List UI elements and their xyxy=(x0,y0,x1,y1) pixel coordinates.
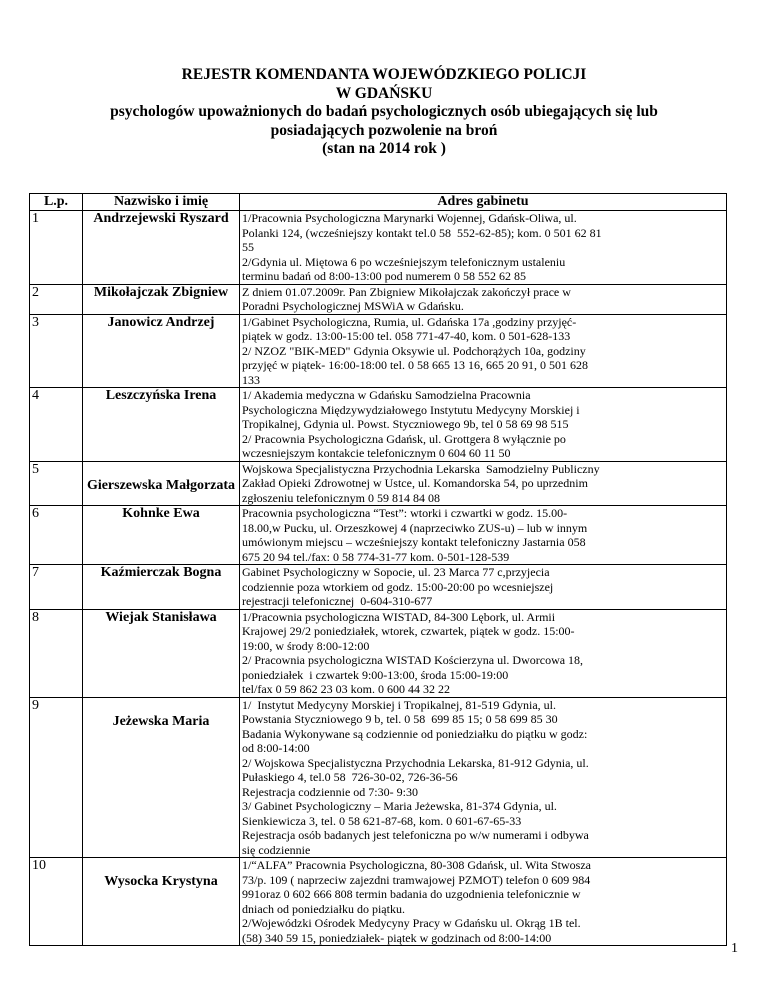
row-address xyxy=(240,565,727,610)
row-lp: 4 xyxy=(30,388,83,462)
title-line-4: posiadających pozwolenie na broń xyxy=(270,121,498,139)
row-lp: 9 xyxy=(30,697,83,858)
row-lp: 3 xyxy=(30,314,83,388)
header-name: Nazwisko i imię xyxy=(83,194,240,211)
row-address xyxy=(240,314,727,388)
address-line: 2/ NZOZ "BIK-MED" Gdynia Oksywie ul. Podchorążych 10a, godziny xyxy=(242,343,586,358)
address-line: 1/“ALFA” Pracownia Psychologiczna, 80-308 Gdańsk, ul. Wita Stwosza xyxy=(242,858,592,872)
address-line: piątek w godz. 13:00-15:00 tel. 058 771-47-40, kom. 0 501-628-133 xyxy=(242,329,571,343)
table-header-row xyxy=(30,194,727,211)
address-line: Krajowej 29/2 poniedziałek, wtorek, czwartek, piątek w godz. 15:00- xyxy=(242,624,575,638)
row-address xyxy=(240,697,727,858)
row-lp: 7 xyxy=(30,565,83,610)
row-name-text: Gierszewska Małgorzata xyxy=(86,477,236,493)
row-address xyxy=(240,388,727,462)
address-line: 2/ Pracownia psychologiczna WISTAD Kościerzyna ul. Dworcowa 18, xyxy=(242,653,584,667)
address-line: Rejestracja codziennie od 7:30- 9:30 xyxy=(242,784,418,799)
header-lp: L.p. xyxy=(30,194,83,211)
table-row xyxy=(30,388,727,462)
table-row xyxy=(30,211,727,285)
row-address xyxy=(240,858,727,946)
row-name-text: Wiejak Stanisława xyxy=(105,609,217,625)
address-line: 133 xyxy=(242,372,260,387)
address-line: Polanki 124, (wcześniejszy kontakt tel.0 58 552-62-85); kom. 0 501 62 81 xyxy=(242,225,602,240)
table-row xyxy=(30,506,727,565)
row-name xyxy=(83,461,240,506)
row-address xyxy=(240,461,727,506)
address-line: Powstania Styczniowego 9 b, tel. 0 58 699 85 15; 0 58 699 85 30 xyxy=(242,712,558,726)
row-name xyxy=(83,506,240,565)
table-body xyxy=(30,211,727,946)
address-line: 19:00, w środy 8:00-12:00 xyxy=(242,638,370,653)
row-lp: 5 xyxy=(30,461,83,506)
row-name xyxy=(83,211,240,285)
row-lp: 1 xyxy=(30,211,83,285)
row-name-text: Leszczyńska Irena xyxy=(105,388,217,403)
address-line: Psychologiczna Międzywydziałowego Instytutu Medycyny Morskiej i xyxy=(242,402,580,417)
address-line: się codziennie xyxy=(242,842,311,857)
title-line-5: (stan na 2014 rok ) xyxy=(322,140,446,157)
title-line-1: REJESTR KOMENDANTA WOJEWÓDZKIEGO POLICJI xyxy=(181,66,587,83)
address-line: 73/p. 109 ( naprzeciw zajezdni tramwajowej PZMOT) telefon 0 609 984 xyxy=(242,872,591,887)
address-line: 1/ Akademia medyczna w Gdańsku Samodzielna Pracownia xyxy=(242,388,531,402)
address-line: 991oraz 0 602 666 808 termin badania do uzgodnienia telefonicznie w xyxy=(242,887,581,901)
address-line: wczesniejszym kontakcie telefonicznym 0 604 60 11 50 xyxy=(242,446,511,460)
address-line: 55 xyxy=(242,240,254,254)
address-line: Tropikalnej, Gdynia ul. Powst. Styczniowego 9b, tel 0 58 69 98 515 xyxy=(242,417,569,431)
address-line: (58) 340 59 15, poniedziałek- piątek w godzinach od 8:00-14:00 xyxy=(242,930,552,945)
row-address xyxy=(240,284,727,314)
address-line: 3/ Gabinet Psychologiczny – Maria Jeżewska, 81-374 Gdynia, ul. xyxy=(242,799,557,813)
address-line: terminu badań od 8:00-13:00 pod numerem 0 58 552 62 85 xyxy=(242,269,526,283)
row-name xyxy=(83,565,240,610)
address-line: Rejestracja osób badanych jest telefoniczna po w/w numerami i odbywa xyxy=(242,828,589,842)
address-line: 18.00,w Pucku, ul. Orzeszkowej 4 (naprzeciwko ZUS-u) – lub w innym xyxy=(242,520,588,535)
row-name-text: Janowicz Andrzej xyxy=(107,314,215,330)
address-line: 2/Wojewódzki Ośrodek Medycyny Pracy w Gdańsku ul. Okrąg 1B tel. xyxy=(242,916,581,930)
address-line: Wojskowa Specjalistyczna Przychodnia Lekarska Samodzielny Publiczny xyxy=(242,461,600,476)
table-row xyxy=(30,697,727,858)
row-name xyxy=(83,858,240,946)
table-row xyxy=(30,314,727,388)
row-lp: 6 xyxy=(30,506,83,565)
title-line-2: W GDAŃSKU xyxy=(335,84,433,102)
title-line-3: psychologów upoważnionych do badań psychologicznych osób ubiegających się lub xyxy=(110,103,658,120)
address-line: przyjęć w piątek- 16:00-18:00 tel. 0 58 665 13 16, 665 20 91, 0 501 628 xyxy=(242,358,588,372)
row-name-text: Mikołajczak Zbigniew xyxy=(93,284,229,300)
row-name-text: Wysocka Krystyna xyxy=(104,874,218,889)
address-line: rejestracji telefonicznej 0-604-310-677 xyxy=(242,594,433,608)
page-number: 1 xyxy=(731,941,738,956)
address-line: 2/ Wojskowa Specjalistyczna Przychodnia Lekarska, 81-912 Gdynia, ul. xyxy=(242,755,589,770)
address-line: Z dniem 01.07.2009r. Pan Zbigniew Mikołajczak zakończył prace w xyxy=(242,284,571,299)
address-line: 1/ Instytut Medycyny Morskiej i Tropikalnej, 81-519 Gdynia, ul. xyxy=(242,697,556,712)
row-name xyxy=(83,697,240,858)
table-row xyxy=(30,284,727,314)
row-name-text: Kaźmierczak Bogna xyxy=(100,565,222,580)
row-name-text: Andrzejewski Ryszard xyxy=(93,211,229,226)
address-line: Sienkiewicza 3, tel. 0 58 621-87-68, kom. 0 601-67-65-33 xyxy=(242,813,522,828)
address-line: 1/Gabinet Psychologiczna, Rumia, ul. Gdańska 17a ,godziny przyjęć- xyxy=(242,314,577,329)
row-name xyxy=(83,314,240,388)
address-line: 2/ Pracownia Psychologiczna Gdańsk, ul. Grottgera 8 wyłącznie po xyxy=(242,431,566,446)
address-line: poniedziałek i czwartek 9:00-13:00, środa 15:00-19:00 xyxy=(242,667,509,682)
row-name-text: Jeżewska Maria xyxy=(112,713,210,729)
row-lp: 8 xyxy=(30,609,83,697)
row-name-text: Kohnke Ewa xyxy=(122,506,200,521)
address-line: codziennie poza wtorkiem od godz. 15:00-20:00 po wcesniejszej xyxy=(242,579,554,594)
address-line: od 8:00-14:00 xyxy=(242,741,310,755)
address-line: Pracownia psychologiczna “Test”: wtorki i czwartki w godz. 15.00- xyxy=(242,506,568,520)
table-row xyxy=(30,461,727,506)
row-address xyxy=(240,506,727,565)
address-line: dniach od poniedziałku do piątku. xyxy=(242,901,405,916)
document-title xyxy=(0,66,768,159)
register-table xyxy=(29,193,727,946)
address-line: tel/fax 0 59 862 23 03 kom. 0 600 44 32 22 xyxy=(242,682,450,696)
row-name xyxy=(83,284,240,314)
table-row xyxy=(30,565,727,610)
row-name xyxy=(83,388,240,462)
address-line: 1/Pracownia Psychologiczna Marynarki Wojennej, Gdańsk-Oliwa, ul. xyxy=(242,211,577,225)
address-line: 675 20 94 tel./fax: 0 58 774-31-77 kom. 0-501-128-539 xyxy=(242,549,510,564)
table-row xyxy=(30,858,727,946)
address-line: 2/Gdynia ul. Miętowa 6 po wcześniejszym telefonicznym ustaleniu xyxy=(242,254,566,269)
address-line: umówionym miejscu – wcześniejszy kontakt telefoniczny Jastarnia 058 xyxy=(242,535,586,549)
address-line: Pułaskiego 4, tel.0 58 726-30-02, 726-36-56 xyxy=(242,770,458,784)
row-address xyxy=(240,211,727,285)
row-address xyxy=(240,609,727,697)
address-line: Badania Wykonywane są codziennie od poniedziałku do piątku w godz: xyxy=(242,726,588,741)
table-row xyxy=(30,609,727,697)
address-line: 1/Pracownia psychologiczna WISTAD, 84-300 Lębork, ul. Armii xyxy=(242,609,556,624)
address-line: Gabinet Psychologiczny w Sopocie, ul. 23 Marca 77 c,przyjecia xyxy=(242,565,550,579)
row-lp: 2 xyxy=(30,284,83,314)
address-line: Poradni Psychologicznej MSWiA w Gdańsku. xyxy=(242,299,464,313)
row-lp: 10 xyxy=(30,858,83,946)
address-line: Zakład Opieki Zdrowotnej w Ustce, ul. Komandorska 54, po uprzednim xyxy=(242,476,588,490)
address-line: zgłoszeniu telefonicznym 0 59 814 84 08 xyxy=(242,490,440,505)
row-name xyxy=(83,609,240,697)
header-address: Adres gabinetu xyxy=(240,194,727,211)
